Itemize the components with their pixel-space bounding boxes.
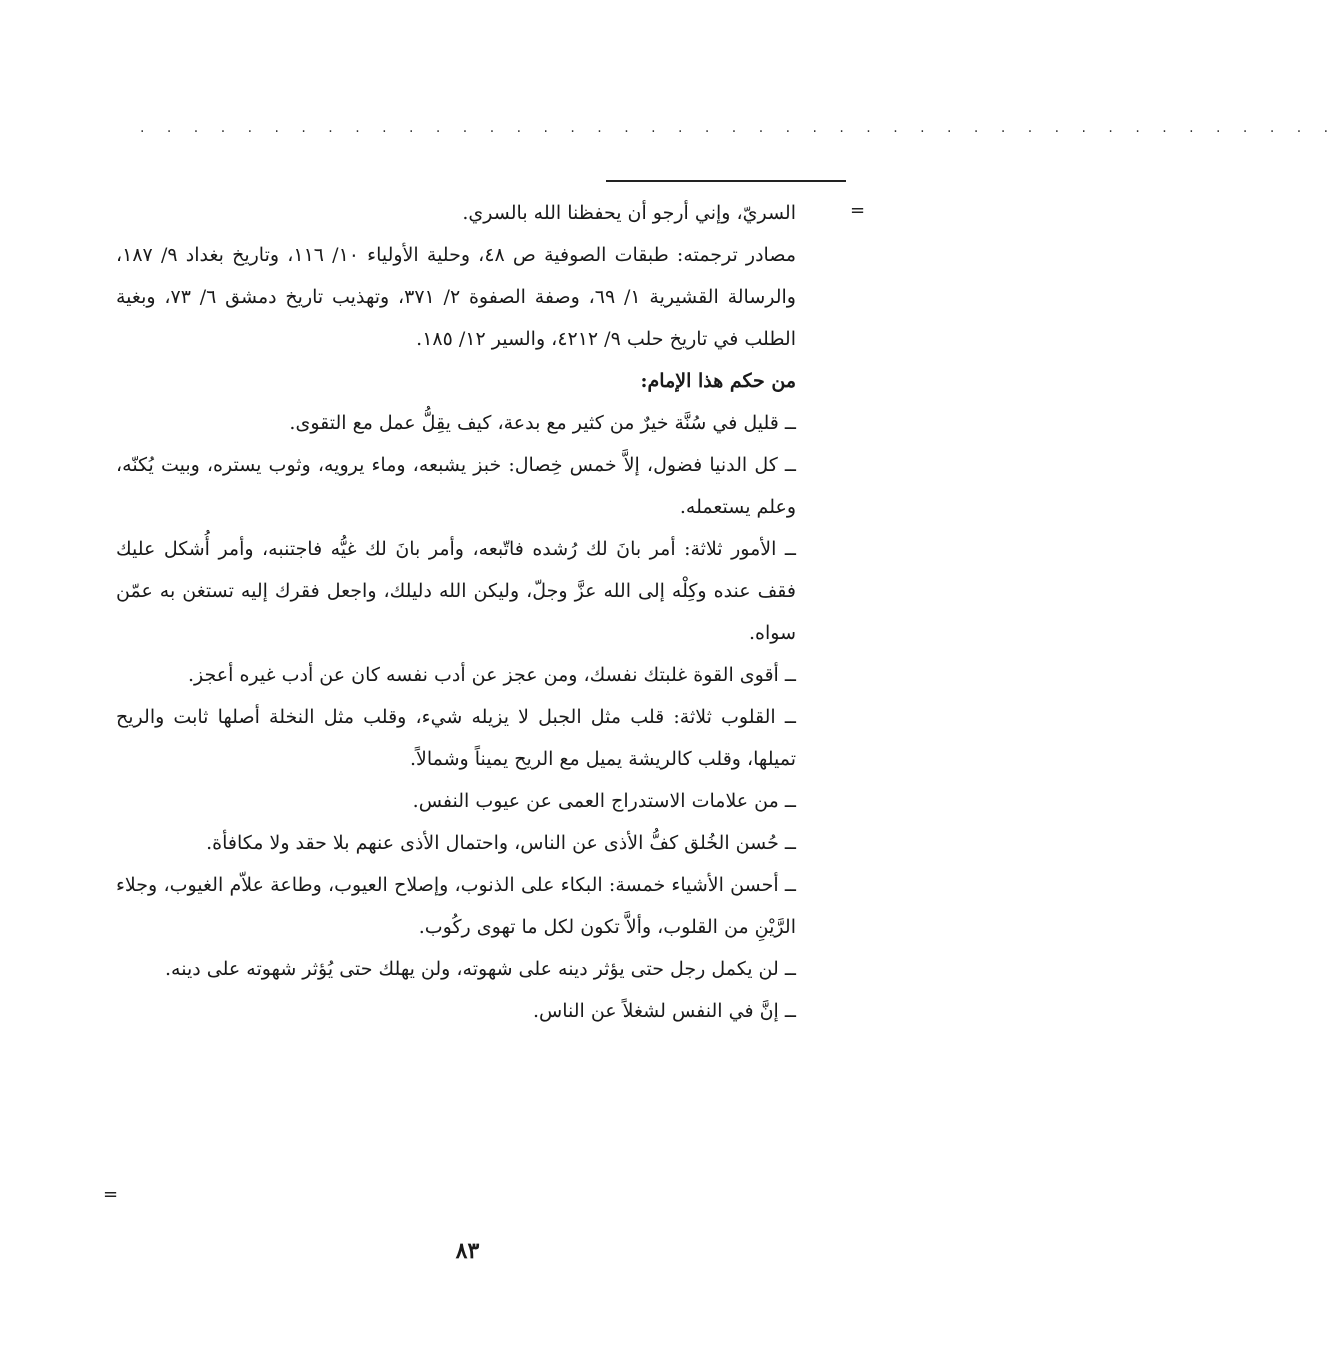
footnote-paragraph: مصادر ترجمته: طبقات الصوفية ص ٤٨، وحلية الأولياء ١٠/ ١١٦، وتاريخ بغداد ٩/ ١٨٧، والرسالة القشيرية ١/ ٦٩، وصفة الصفوة ٢/ ٣٧١، وتهذيب تاريخ دمشق ٦/ ٧٣، وبغية الطلب في تاريخ حلب ٩/ ٤٢١٢، والسير ١٢/ ١٨٥. bbox=[116, 244, 796, 350]
footnote-paragraph: ــ الأمور ثلاثة: أمر بانَ لك رُشده فاتّبعه، وأمر بانَ لك غيُّه فاجتنبه، وأمر أُشكل عليك فقف عنده وكِلْه إلى الله عزَّ وجلّ، وليكن الله دليلك، واجعل فقرك إليه تستغن به عمّن سواه. bbox=[116, 538, 796, 644]
footnote-paragraph: السريّ، وإني أرجو أن يحفظنا الله بالسري. bbox=[462, 202, 796, 224]
footnote-paragraph: ــ من علامات الاستدراج العمى عن عيوب النفس. bbox=[412, 790, 796, 812]
footnote-paragraph: ــ قليل في سُنَّة خيرٌ من كثير مع بدعة، كيف يقِلُّ عمل مع التقوى. bbox=[289, 412, 796, 434]
footnote-paragraph: ــ القلوب ثلاثة: قلب مثل الجبل لا يزيله شيء، وقلب مثل النخلة أصلها ثابت والريح تميلها، وقلب كالريشة يميل مع الريح يميناً وشمالاً. bbox=[116, 706, 796, 770]
continuation-mark-bottom: = bbox=[103, 1184, 119, 1205]
footnote-paragraph: ــ حُسن الخُلق كفُّ الأذى عن الناس، واحتمال الأذى عنهم بلا حقد ولا مكافأة. bbox=[206, 832, 796, 854]
footnote-paragraph: ــ أقوى القوة غلبتك نفسك، ومن عجز عن أدب نفسه كان عن أدب غيره أعجز. bbox=[188, 664, 796, 686]
dotted-separator: · · · · · · · · · · · · · · · · · · · · · · · · · · · · · · · · · · · · · · · · · · · · · bbox=[140, 124, 1337, 140]
footnote-paragraph: ــ أحسن الأشياء خمسة: البكاء على الذنوب، وإصلاح العيوب، وطاعة علاّم الغيوب، وجلاء الرَّيْنِ من القلوب، وألاَّ تكون لكل ما تهوى ركُوب. bbox=[116, 874, 796, 938]
continuation-mark-top: = bbox=[850, 200, 866, 221]
footnote-paragraph: ــ لن يكمل رجل حتى يؤثر دينه على شهوته، ولن يهلك حتى يُؤثر شهوته على دينه. bbox=[165, 958, 796, 980]
footnote-paragraph: ــ كل الدنيا فضول، إلاَّ خمس خِصال: خبز يشبعه، وماء يرويه، وثوب يستره، وبيت يُكنّه، وعلم يستعمله. bbox=[116, 454, 796, 518]
footnote-paragraph: ــ إنَّ في النفس لشغلاً عن الناس. bbox=[532, 1000, 796, 1022]
footnote-body bbox=[116, 192, 796, 1032]
footnote-rule bbox=[606, 180, 846, 182]
page-number: ٨٣ bbox=[455, 1238, 480, 1264]
section-heading: من حكم هذا الإمام: bbox=[640, 370, 796, 392]
